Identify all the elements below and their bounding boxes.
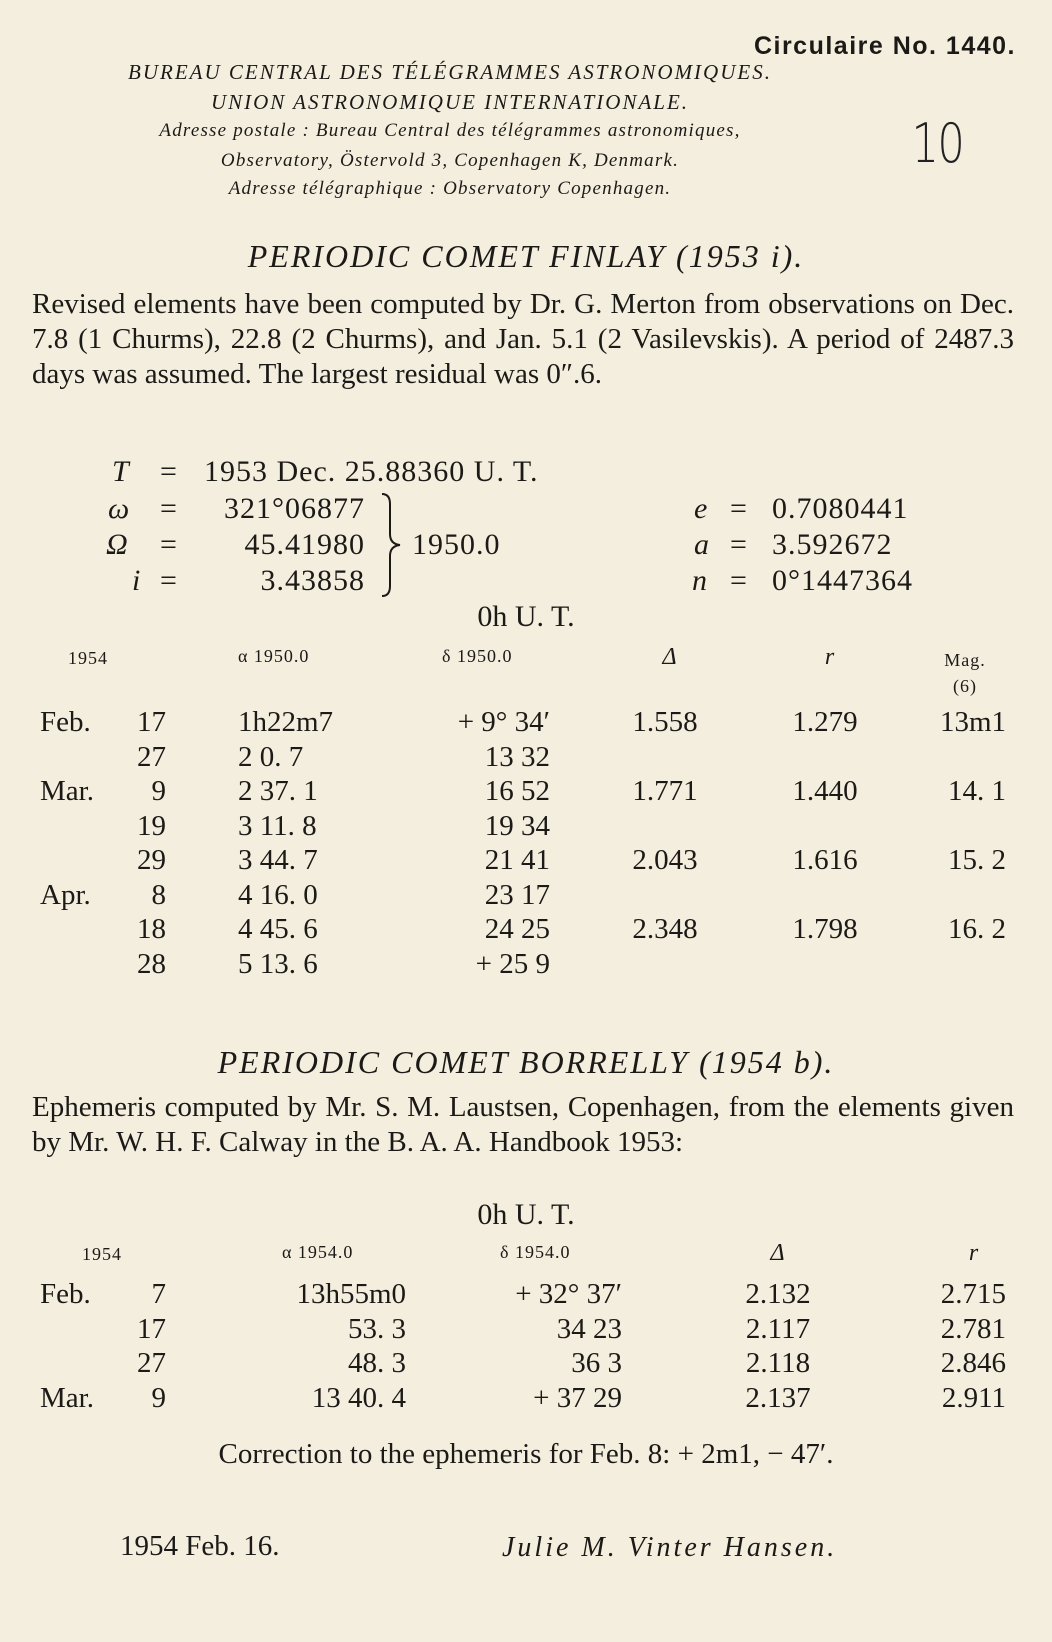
cell-dec: + 25 9	[475, 947, 550, 980]
cell-ra: 2 37. 1	[238, 775, 318, 807]
cell-dec: 19 34	[484, 809, 550, 842]
cell-month: Mar.	[40, 1381, 94, 1414]
cell-day: 18	[137, 913, 166, 945]
equinox-label: 1950.0	[412, 528, 501, 561]
finlay-paragraph: Revised elements have been computed by Dr. G. Merton from observations on Dec. 7.8 (1 Churms), 22.8 (2 Churms), and Jan. 5.1 (2 Vasilevskis). A period of 2487.3 days was assumed. The largest residual was 0″.6.	[32, 288, 1014, 390]
col-year: 1954	[68, 648, 108, 668]
element-symbol-node: Ω	[106, 528, 128, 561]
cell-delta: 2.118	[745, 1347, 811, 1379]
col-mag: Mag.	[944, 650, 986, 670]
cell-ra: 2 0. 7	[238, 740, 304, 773]
cell-day: 27	[137, 1347, 166, 1379]
semi-major-axis: 3.592672	[772, 528, 893, 561]
element-equals: =	[160, 455, 178, 488]
cell-ra: 48. 3	[348, 1347, 406, 1379]
element-equals: =	[730, 564, 748, 597]
cell-day: 27	[137, 740, 166, 773]
cell-r: 2.846	[940, 1347, 1006, 1379]
cell-ra: 3 44. 7	[238, 844, 318, 876]
cell-delta: 2.117	[745, 1312, 811, 1345]
cell-dec: 21 41	[484, 844, 550, 876]
inclination: 3.43858	[260, 564, 365, 597]
cell-day: 17	[137, 706, 166, 738]
perihelion-time: 1953 Dec. 25.88360 U. T.	[204, 455, 539, 488]
cell-delta: 2.348	[632, 913, 698, 945]
col-r: r	[824, 644, 836, 670]
bureau-title: BUREAU CENTRAL DES TÉLÉGRAMMES ASTRONOMIQUES.	[128, 60, 772, 84]
cell-dec: + 9° 34′	[457, 706, 550, 738]
circular-date: 1954 Feb. 16.	[120, 1530, 280, 1562]
cell-ra: 4 45. 6	[238, 913, 318, 945]
signature: Julie M. Vinter Hansen.	[502, 1532, 838, 1563]
cell-ra: 1h22m7	[238, 706, 334, 738]
cell-delta: 2.137	[745, 1381, 811, 1414]
element-equals: =	[160, 564, 178, 597]
cell-day: 28	[137, 947, 166, 980]
cell-day: 29	[137, 844, 166, 876]
cell-day: 8	[151, 878, 166, 911]
cell-ra: 4 16. 0	[238, 878, 318, 911]
union-title: UNION ASTRONOMIQUE INTERNATIONALE.	[210, 90, 690, 114]
cell-dec: + 32° 37′	[515, 1278, 622, 1310]
cell-mag: 16. 2	[948, 913, 1006, 945]
cell-day: 19	[137, 809, 166, 842]
cell-dec: 24 25	[484, 913, 550, 945]
cell-dec: + 37 29	[533, 1381, 622, 1414]
postal-address-line: Adresse postale : Bureau Central des télégrammes astronomiques,	[159, 120, 741, 141]
col-ra: α 1950.0	[238, 646, 310, 666]
cell-r: 2.911	[941, 1381, 1006, 1414]
argument-of-perihelion: 321°06877	[224, 492, 365, 525]
cell-r: 2.781	[940, 1312, 1006, 1345]
element-symbol-a: a	[694, 528, 709, 561]
postal-address-line-2: Observatory, Östervold 3, Copenhagen K, Denmark.	[220, 150, 680, 171]
element-symbol-omega: ω	[108, 492, 130, 525]
cell-ra: 13h55m0	[296, 1278, 406, 1310]
cell-dec: 36 3	[571, 1347, 622, 1379]
cell-day: 9	[151, 775, 166, 807]
cell-month: Mar.	[40, 775, 94, 807]
telegraphic-address: Adresse télégraphique : Observatory Copenhagen.	[228, 178, 672, 199]
element-symbol-n: n	[692, 564, 707, 597]
col-ra: α 1954.0	[282, 1242, 354, 1262]
cell-r: 1.616	[792, 844, 858, 876]
element-symbol-T: T	[112, 455, 129, 488]
finlay-ut-label: 0h U. T.	[477, 600, 575, 633]
cell-month: Feb.	[40, 1278, 91, 1310]
col-delta: Δ	[770, 1240, 786, 1266]
cell-delta: 1.771	[632, 775, 698, 807]
element-symbol-e: e	[694, 492, 708, 525]
borrelly-ut-label: 0h U. T.	[477, 1198, 575, 1231]
element-equals: =	[730, 492, 748, 525]
cell-ra: 53. 3	[348, 1312, 406, 1345]
finlay-title: PERIODIC COMET FINLAY (1953 i).	[247, 238, 805, 274]
col-r: r	[968, 1240, 980, 1266]
cell-mag: 13m1	[939, 706, 1006, 738]
eccentricity: 0.7080441	[772, 492, 909, 525]
cell-dec: 16 52	[484, 775, 550, 807]
col-dec: δ 1950.0	[442, 646, 513, 666]
element-equals: =	[160, 528, 178, 561]
cell-mag: 15. 2	[948, 844, 1006, 876]
cell-day: 17	[137, 1312, 166, 1345]
cell-delta: 1.558	[632, 706, 698, 738]
cell-delta: 2.043	[632, 844, 698, 876]
cell-r: 2.715	[940, 1278, 1006, 1310]
element-symbol-i: i	[132, 564, 141, 597]
cell-ra: 5 13. 6	[238, 947, 318, 980]
elements-brace	[378, 492, 408, 598]
cell-day: 7	[151, 1278, 166, 1310]
mean-motion: 0°1447364	[772, 564, 913, 597]
col-dec: δ 1954.0	[500, 1242, 571, 1262]
cell-month: Feb.	[40, 706, 91, 738]
cell-r: 1.279	[792, 706, 858, 738]
circular-number: Circulaire No. 1440.	[753, 32, 1016, 60]
handwritten-number: 10	[911, 112, 964, 175]
cell-day: 9	[151, 1381, 166, 1414]
element-equals: =	[160, 492, 178, 525]
borrelly-paragraph: Ephemeris computed by Mr. S. M. Laustsen, Copenhagen, from the elements given by Mr. W. H. F. Calway in the B. A. A. Handbook 1953:	[32, 1091, 1014, 1158]
borrelly-title: PERIODIC COMET BORRELLY (1954 b).	[217, 1044, 835, 1080]
cell-dec: 34 23	[556, 1312, 622, 1345]
cell-ra: 13 40. 4	[311, 1381, 406, 1414]
cell-dec: 23 17	[484, 878, 550, 911]
cell-r: 1.440	[792, 775, 858, 807]
col-year: 1954	[82, 1244, 122, 1264]
ephemeris-correction: Correction to the ephemeris for Feb. 8: + 2m1, − 47′.	[218, 1438, 834, 1470]
cell-delta: 2.132	[745, 1278, 811, 1310]
element-equals: =	[730, 528, 748, 561]
cell-r: 1.798	[792, 913, 858, 945]
col-delta: Δ	[662, 644, 678, 670]
cell-mag: 14. 1	[948, 775, 1006, 807]
col-mag-note: (6)	[953, 676, 977, 696]
cell-month: Apr.	[40, 878, 91, 911]
cell-dec: 13 32	[484, 740, 550, 773]
ascending-node: 45.41980	[244, 528, 365, 561]
cell-ra: 3 11. 8	[238, 809, 317, 842]
